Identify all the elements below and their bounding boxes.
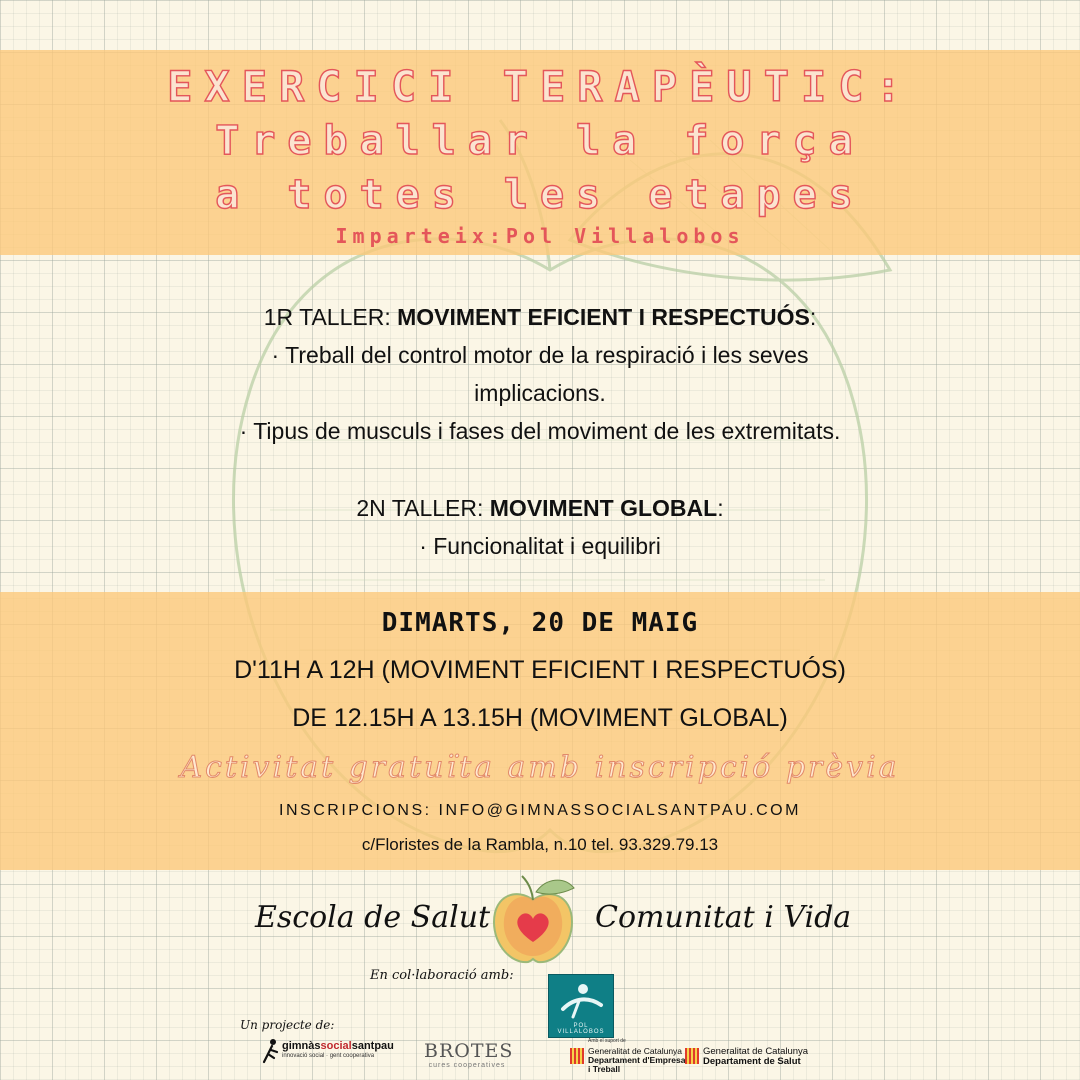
workshop-1-point: · Tipus de musculs i fases del moviment de les extremitats. (239, 418, 841, 444)
address-phone: c/Floristes de la Rambla, n.10 tel. 93.329.79.13 (361, 835, 719, 854)
brotes-logo-text: BROTES (424, 1040, 514, 1062)
project-label: Un projecte de: (240, 1018, 335, 1032)
gen1-line: Generalitat de Catalunya (588, 1046, 683, 1056)
workshop-1 (0, 298, 1080, 450)
schedule-slot-1: D'11H A 12H (MOVIMENT EFICIENT I RESPECTUÓS) (234, 656, 846, 684)
workshop-2-name: MOVIMENT GLOBAL (489, 495, 718, 521)
gimnas-logo-text (282, 1040, 394, 1052)
workshop-1-point: · Treball del control motor de la respiració i les seves (271, 342, 809, 368)
title-line-2: Treballar la força (215, 118, 865, 164)
schedule-slot-2: DE 12.15H A 13.15H (MOVIMENT GLOBAL) (292, 704, 788, 732)
event-date: DIMARTS, 20 DE MAIG (381, 608, 699, 638)
gimnas-logo-word-2: social (320, 1040, 352, 1052)
senyera-icon (685, 1048, 699, 1064)
collaboration-label: En col·laboració amb: (370, 968, 514, 983)
workshop-2-label: 2N TALLER: (356, 495, 490, 521)
generalitat-empresa-logo (570, 1046, 686, 1074)
free-activity-note: Activitat gratuïta amb inscripció prèvia (180, 750, 900, 785)
workshop-1-suffix: : (809, 304, 817, 330)
gen2-line: Departament de Salut (703, 1056, 801, 1067)
pol-villalobos-logo-text: POL VILLALOBOS (557, 1023, 605, 1035)
workshop-2-suffix: : (717, 495, 724, 521)
pol-villalobos-logo (548, 974, 614, 1038)
figure-icon (549, 975, 613, 1025)
title-line-1: EXERCICI TERAPÈUTIC: (167, 62, 913, 111)
workshop-1-label: 1R TALLER: (263, 304, 398, 330)
gimnas-logo-word-3: santpau (351, 1040, 394, 1052)
workshop-1-heading (0, 298, 1080, 336)
escola-de-salut-text: Escola de Salut (255, 900, 491, 935)
gimnas-logo-subtitle: innovació social · gent cooperativa (282, 1053, 375, 1059)
brotes-logo (424, 1040, 514, 1069)
instructor-line: Imparteix:Pol Villalobos (335, 224, 745, 248)
workshop-2 (0, 489, 1080, 565)
generalitat-salut-text (703, 1047, 808, 1067)
gimnas-social-santpau-logo (262, 1036, 402, 1066)
gen1-line: Departament d'Empresa (588, 1055, 686, 1065)
support-label: Amb el suport de (588, 1038, 626, 1044)
apple-heart-icon (488, 870, 578, 966)
gen1-line: i Treball (588, 1064, 621, 1074)
workshop-1-point: implicacions. (474, 380, 606, 406)
generalitat-empresa-text (588, 1047, 685, 1074)
gen2-line: Generalitat de Catalunya (703, 1046, 809, 1057)
runner-icon (262, 1038, 280, 1066)
workshop-2-point: · Funcionalitat i equilibri (419, 533, 661, 559)
workshop-2-heading (0, 489, 1080, 527)
gimnas-logo-word-1: gimnàs (282, 1040, 321, 1052)
senyera-icon (570, 1048, 584, 1064)
registration-email: INSCRIPCIONS: INFO@GIMNASSOCIALSANTPAU.COM (279, 802, 801, 819)
generalitat-salut-logo (685, 1046, 815, 1072)
title-line-3: a totes les etapes (215, 172, 865, 218)
brotes-logo-subtitle: cures cooperatives (428, 1062, 506, 1069)
workshop-1-name: MOVIMENT EFICIENT I RESPECTUÓS (397, 304, 810, 330)
comunitat-i-vida-text: Comunitat i Vida (595, 900, 852, 935)
